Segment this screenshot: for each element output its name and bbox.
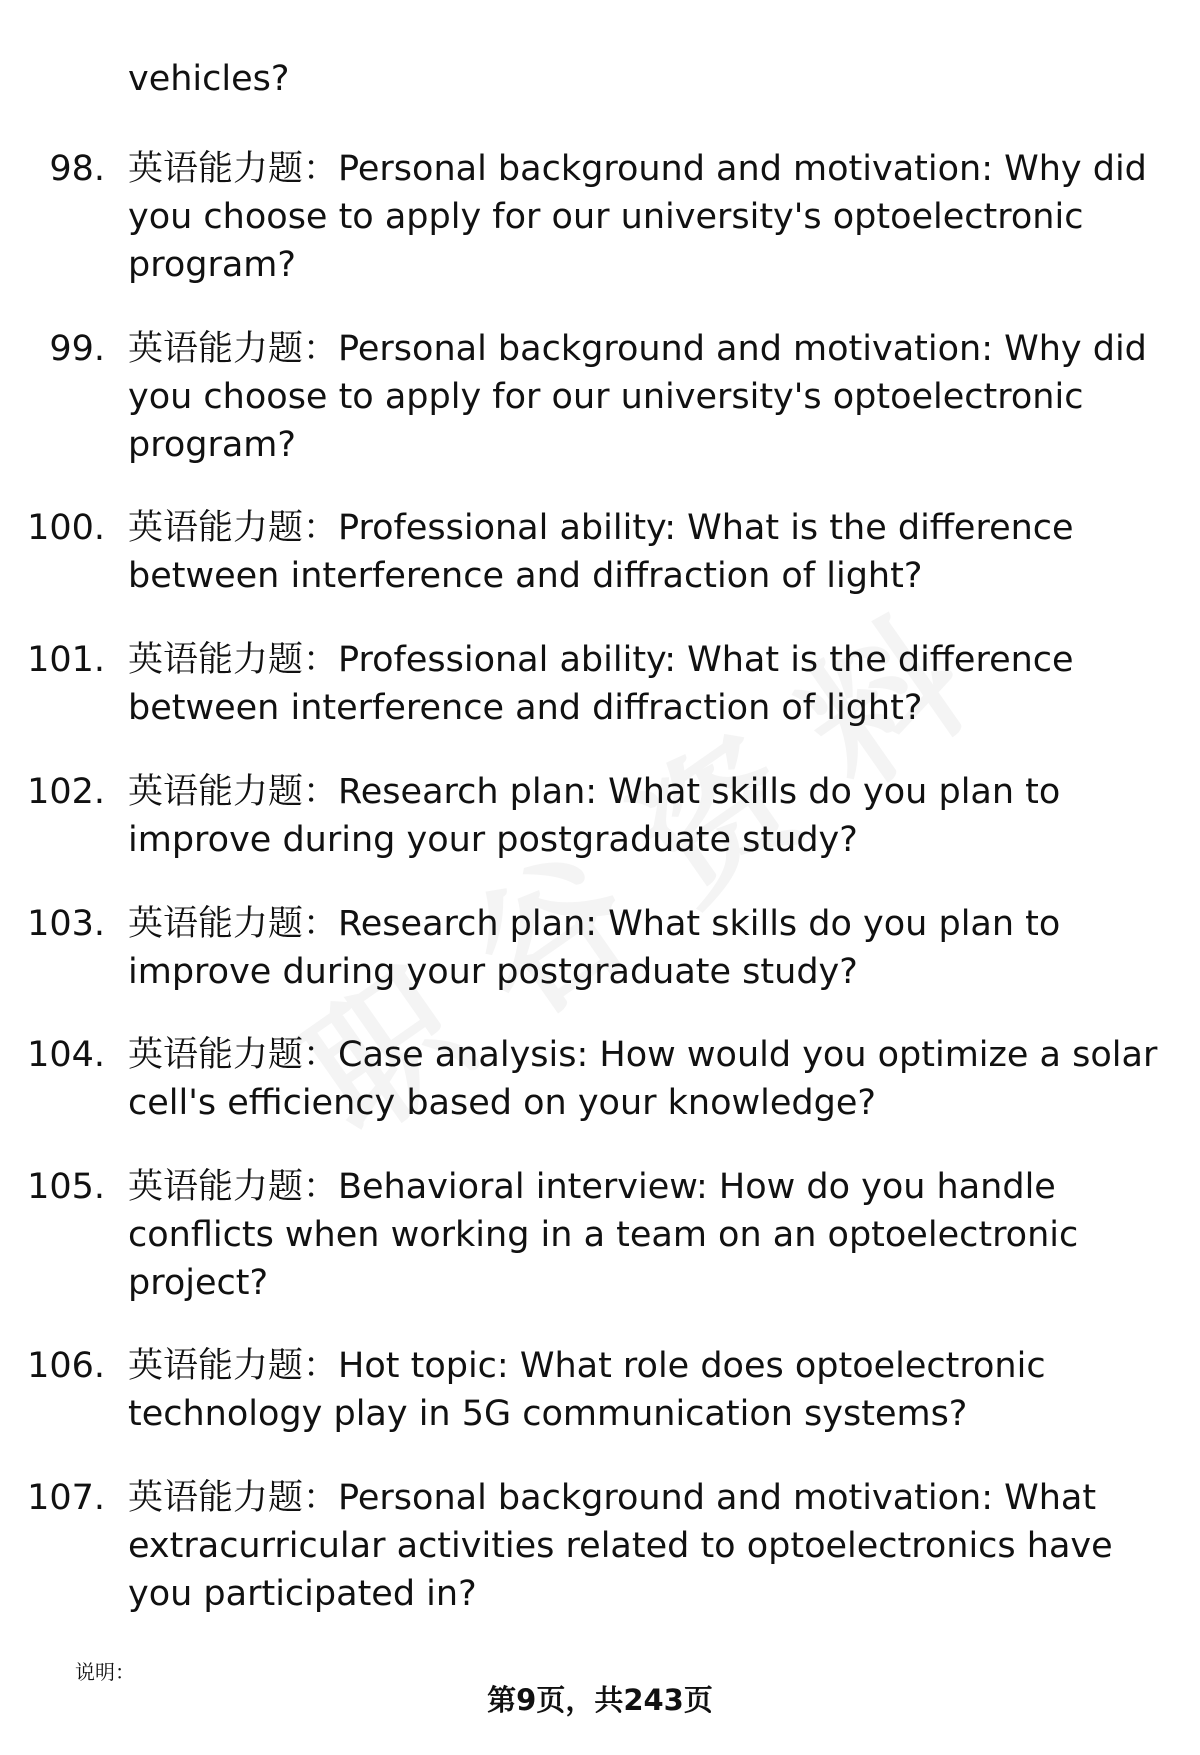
item-body: Research plan: What skills do you plan to improve during your postgraduate study? [128, 772, 1061, 860]
item-prefix: 英语能力题： [128, 1167, 339, 1207]
item-prefix: 英语能力题： [128, 329, 339, 369]
item-body: Professional ability: What is the difference between interference and diffraction of light? [128, 508, 1074, 596]
item-text [128, 1163, 1163, 1307]
item-prefix: 英语能力题： [128, 508, 339, 548]
item-number: 107. [27, 1478, 105, 1518]
page-number: 第9页，共243页 [487, 1683, 713, 1717]
item-text [128, 504, 1163, 600]
item-body: Professional ability: What is the difference between interference and diffraction of light? [128, 640, 1074, 728]
item-prefix: 英语能力题： [128, 640, 339, 680]
item-prefix: 英语能力题： [128, 1478, 339, 1518]
continuation-text: vehicles? [128, 59, 290, 99]
item-body: Research plan: What skills do you plan to improve during your postgraduate study? [128, 904, 1061, 992]
item-prefix: 英语能力题： [128, 149, 339, 189]
item-body: Behavioral interview: How do you handle conflicts when working in a team on an optoelectronic project? [128, 1167, 1079, 1303]
item-number: 104. [27, 1035, 105, 1075]
item-body: Personal background and motivation: Why did you choose to apply for our university's optoelectronic program? [128, 149, 1147, 285]
item-text [128, 145, 1163, 289]
item-text [128, 1474, 1163, 1618]
item-number: 101. [27, 640, 105, 680]
item-text [128, 768, 1163, 864]
item-body: Personal background and motivation: What extracurricular activities related to optoelectronics have you participated in? [128, 1478, 1113, 1614]
item-body: Personal background and motivation: Why did you choose to apply for our university's optoelectronic program? [128, 329, 1147, 465]
item-number: 99. [49, 329, 105, 369]
item-text [128, 1342, 1163, 1438]
item-prefix: 英语能力题： [128, 772, 339, 812]
item-number: 105. [27, 1167, 105, 1207]
item-prefix: 英语能力题： [128, 904, 339, 944]
item-text [128, 900, 1163, 996]
item-number: 102. [27, 772, 105, 812]
footer-note: 说明： [75, 1660, 135, 1684]
item-body: Hot topic: What role does optoelectronic technology play in 5G communication systems? [128, 1346, 1046, 1434]
item-prefix: 英语能力题： [128, 1035, 339, 1075]
item-text [128, 1031, 1163, 1127]
item-number: 103. [27, 904, 105, 944]
item-number: 100. [27, 508, 105, 548]
item-body: Case analysis: How would you optimize a solar cell's efficiency based on your knowledge? [128, 1035, 1158, 1123]
item-number: 98. [49, 149, 105, 189]
item-text [128, 636, 1163, 732]
item-text [128, 325, 1163, 469]
item-number: 106. [27, 1346, 105, 1386]
item-prefix: 英语能力题： [128, 1346, 339, 1386]
